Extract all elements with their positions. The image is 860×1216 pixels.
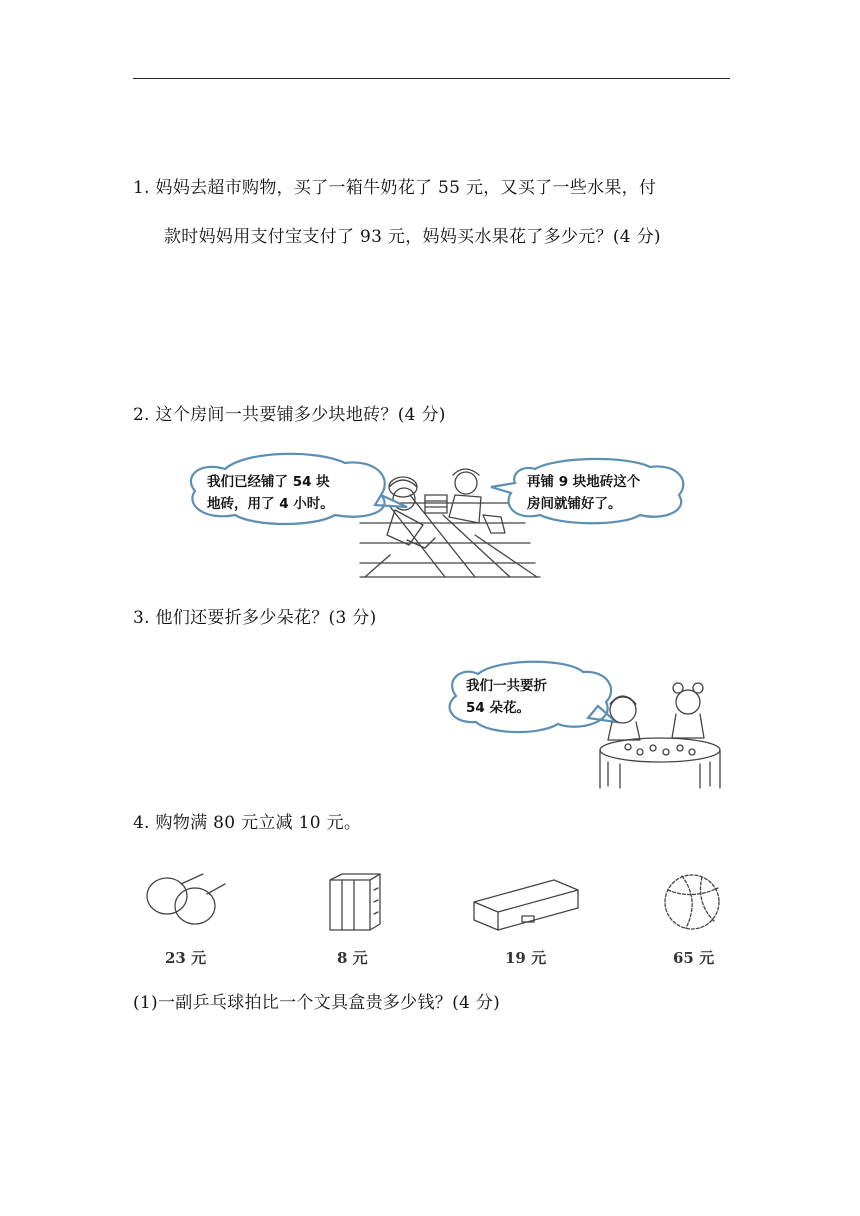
question-4-part-1: (1)一副乒乓球拍比一个文具盒贵多少钱？(4 分)	[133, 993, 501, 1013]
question-3: 3. 他们还要折多少朵花？(3 分)	[133, 608, 377, 628]
question-1-line-2: 款时妈妈用支付宝支付了 93 元，妈妈买水果花了多少元？(4 分)	[164, 227, 661, 247]
bubble-right-line-2: 房间就铺好了。	[527, 496, 622, 512]
bubble-left-line-1: 我们已经铺了 54 块	[207, 474, 330, 490]
ping-pong-paddles-image	[145, 870, 230, 932]
books-image	[326, 872, 386, 934]
price-pencil-case: 19 元	[505, 949, 547, 967]
price-paddles: 23 元	[165, 949, 207, 967]
pencil-case-image	[470, 878, 580, 934]
header-rule	[133, 78, 730, 79]
question-4: 4. 购物满 80 元立减 10 元。	[133, 813, 362, 833]
folding-flowers-illustration	[448, 662, 723, 790]
price-books: 8 元	[337, 949, 368, 967]
speech-bubble-q3	[450, 662, 616, 732]
worker-1	[387, 477, 447, 548]
price-basketball: 65 元	[673, 949, 715, 967]
question-2: 2. 这个房间一共要铺多少块地砖？(4 分)	[133, 405, 446, 425]
basketball-image	[662, 870, 722, 932]
bubble-left-line-2: 地砖，用了 4 小时。	[207, 496, 334, 512]
bubble-q3-line-1: 我们一共要折	[466, 678, 547, 694]
bubble-q3-line-2: 54 朵花。	[466, 700, 530, 716]
question-1-line-1: 1. 妈妈去超市购物，买了一箱牛奶花了 55 元，又买了一些水果，付	[133, 178, 657, 198]
speech-bubble-right	[491, 459, 683, 523]
children-at-table	[600, 683, 720, 788]
bubble-right-line-1: 再铺 9 块地砖这个	[527, 474, 641, 490]
tiling-illustration	[185, 455, 685, 580]
